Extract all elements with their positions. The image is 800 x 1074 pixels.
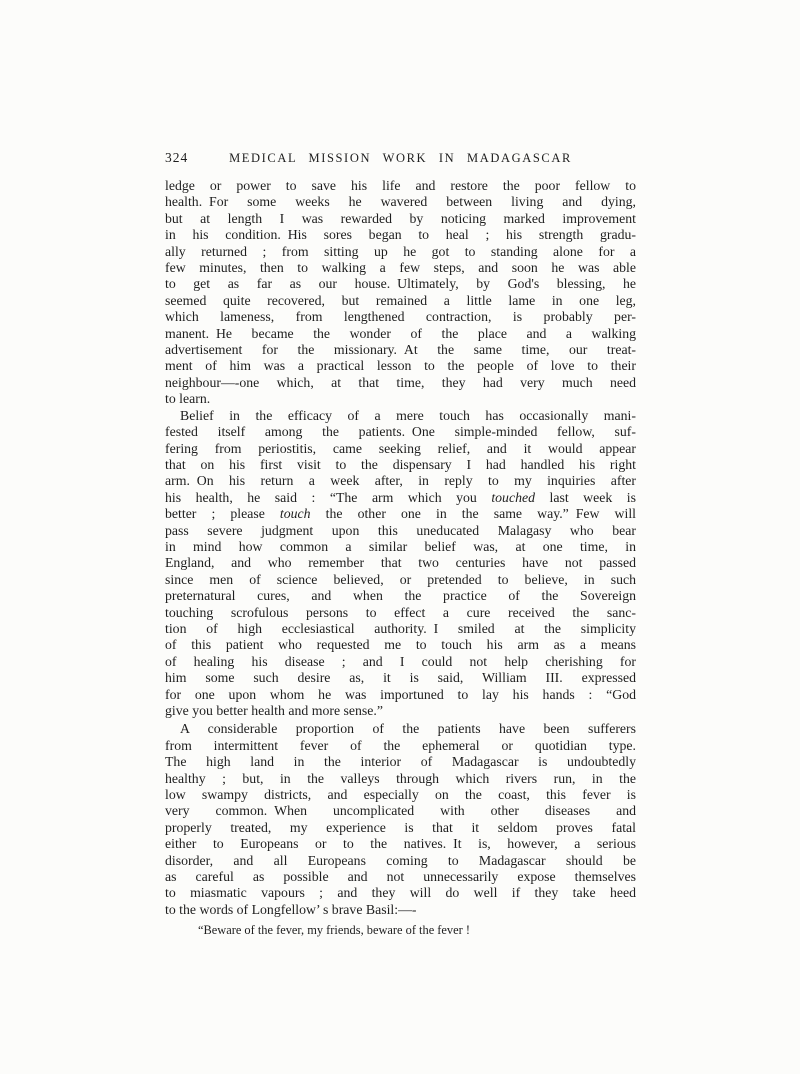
text-line: his health, he said : “The arm which you touched last week is bbox=[165, 489, 636, 505]
text-line: few minutes, then to walking a few steps, and soon he was able bbox=[165, 260, 636, 276]
page-text bbox=[165, 178, 636, 918]
text-line: arm. On his return a week after, in reply to my inquiries after bbox=[165, 473, 636, 489]
text-line: ment of him was a practical lesson to the people of love to their bbox=[165, 358, 636, 374]
text-line: A considerable proportion of the patients have been sufferers bbox=[180, 721, 636, 737]
text-line: to learn. bbox=[165, 391, 211, 407]
text-line: as careful as possible and not unnecessarily expose themselves bbox=[165, 869, 636, 885]
text-line: in his condition. His sores began to heal ; his strength gradu- bbox=[165, 227, 636, 243]
paragraph bbox=[165, 178, 636, 408]
text-line: manent. He became the wonder of the place and a walking bbox=[165, 325, 636, 341]
paragraph bbox=[165, 408, 636, 720]
text-line: neighbour—-one which, at that time, they had very much need bbox=[165, 374, 636, 390]
text-line: ledge or power to save his life and restore the poor fellow to bbox=[165, 178, 636, 193]
text-line: to the words of Longfellow’ s brave Basil:—- bbox=[165, 901, 417, 917]
text-line: better ; please touch the other one in the same way.” Few will bbox=[165, 506, 636, 522]
text-line: of healing his disease ; and I could not help cherishing for bbox=[165, 653, 636, 669]
running-title: MEDICAL MISSION WORK IN MADAGASCAR bbox=[229, 151, 572, 165]
text-line: touching scrofulous persons to effect a cure received the sanc- bbox=[165, 604, 636, 620]
text-line: to get as far as our house. Ultimately, by God's blessing, he bbox=[165, 276, 636, 292]
text-line: ally returned ; from sitting up he got to standing alone for a bbox=[165, 243, 636, 259]
text-line: health. For some weeks he wavered between living and dying, bbox=[165, 194, 636, 210]
text-line: of this patient who requested me to touch his arm as a means bbox=[165, 637, 636, 653]
text-line: low swampy districts, and especially on the coast, this fever is bbox=[165, 787, 636, 803]
text-line: either to Europeans or to the natives. It is, however, a serious bbox=[165, 836, 636, 852]
text-line: give you better health and more sense.” bbox=[165, 703, 383, 718]
text-line: Belief in the efficacy of a mere touch has occasionally mani- bbox=[180, 407, 636, 423]
page-number: 324 bbox=[165, 150, 189, 165]
text-line: from intermittent fever of the ephemeral or quotidian type. bbox=[165, 737, 636, 753]
text-line: in mind how common a similar belief was, at one time, in bbox=[165, 538, 636, 554]
text-line: seemed quite recovered, but remained a little lame in one leg, bbox=[165, 292, 636, 308]
text-line: tion of high ecclesiastical authority. I smiled at the simplicity bbox=[165, 620, 636, 636]
text-line: which lameness, from lengthened contraction, is probably per- bbox=[165, 309, 636, 325]
text-line: preternatural cures, and when the practice of the Sovereign bbox=[165, 588, 636, 604]
text-line: The high land in the interior of Madagascar is undoubtedly bbox=[165, 754, 636, 770]
text-line: since men of science believed, or pretended to believe, in such bbox=[165, 571, 636, 587]
text-line: fested itself among the patients. One simple-minded fellow, suf- bbox=[165, 424, 636, 440]
text-line: him some such desire as, it is said, William III. expressed bbox=[165, 670, 636, 686]
text-line: properly treated, my experience is that it seldom proves fatal bbox=[165, 819, 636, 835]
page-header bbox=[165, 151, 636, 165]
text-line: fering from periostitis, came seeking relief, and it would appear bbox=[165, 440, 636, 456]
text-line: but at length I was rewarded by noticing marked improvement bbox=[165, 210, 636, 226]
text-line: disorder, and all Europeans coming to Madagascar should be bbox=[165, 852, 636, 868]
text-line: for one upon whom he was importuned to lay his hands : “God bbox=[165, 686, 636, 702]
verse-quote bbox=[165, 922, 636, 938]
verse-line: “Beware of the fever, my friends, beware of the fever ! bbox=[198, 923, 470, 938]
text-line: very common. When uncomplicated with other diseases and bbox=[165, 803, 636, 819]
text-line: advertisement for the missionary. At the same time, our treat- bbox=[165, 342, 636, 358]
text-line: that on his first visit to the dispensary I had handled his right bbox=[165, 456, 636, 472]
text-line: England, and who remember that two centuries have not passed bbox=[165, 555, 636, 571]
text-column bbox=[165, 151, 636, 938]
text-line: to miasmatic vapours ; and they will do well if they take heed bbox=[165, 885, 636, 901]
text-line: pass severe judgment upon this uneducated Malagasy who bear bbox=[165, 522, 636, 538]
text-line: healthy ; but, in the valleys through which rivers run, in the bbox=[165, 770, 636, 786]
paragraph bbox=[165, 721, 636, 918]
